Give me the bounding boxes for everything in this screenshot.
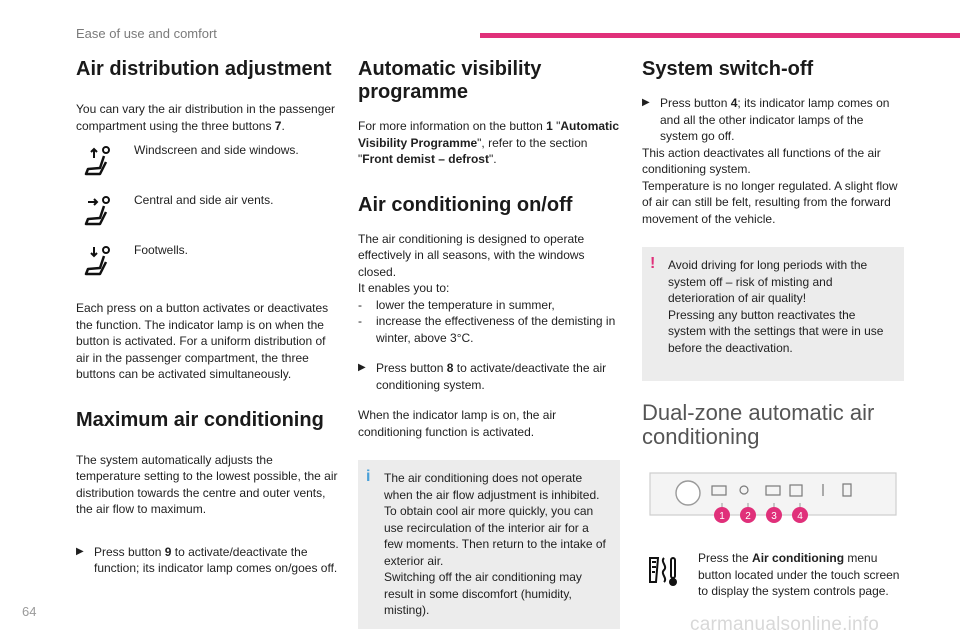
heading-automatic-visibility: Automatic visibility programme [358,58,542,103]
panel-callout [740,507,756,523]
column-air-distribution [76,58,338,577]
panel-callout [766,507,782,523]
distribution-item-vents [76,192,338,242]
column-switch-off-dual-zone [642,58,904,600]
distribution-item-footwells [76,242,338,292]
info-icon: i [366,468,371,485]
air-conditioning-menu-instruction: Press the Air conditioning menu button located under the touch screen to display the system controls page. [642,550,904,600]
switch-off-step: ▶ Press button 4; its indicator lamp comes on and all the other indicator lamps of the system go off. [642,96,890,143]
heading-ac-on-off: Air conditioning on/off [358,193,573,216]
ac-step: ▶ Press button 8 to activate/deactivate the air conditioning system. [358,361,607,392]
svg-text:3: 3 [771,511,777,522]
panel-callout [714,507,730,523]
header-accent-bar [480,33,960,38]
vents-distribution-icon [82,194,122,234]
distribution-label: Footwells. [134,243,189,257]
air-conditioning-menu-icon [642,552,682,592]
air-distribution-body: Each press on a button activates or deactivates the function. The indicator lamp is on when the button is activated. For a uniform distribution of air in the passenger compartment, the three buttons can be activated simultaneously. [76,301,329,381]
climate-control-panel-illustration [642,469,904,531]
ac-enables: It enables you to: [358,281,450,295]
site-watermark: carmanualsonline.info [690,614,880,635]
windscreen-distribution-icon [82,144,122,184]
info-note: i The air conditioning does not operate when the air flow adjustment is inhibited. To obtain cool air more quickly, you can use recirculation of the interior air for a few moments. Then return to the intake of exterior air. Switching off the air conditioning may result in some discomfort (humidity, misting). [358,460,620,629]
switch-off-body: This action deactivates all functions of the air conditioning system. Temperature is no longer regulated. A slight flow of air can still be felt, resulting from the forward movement of the vehicle. [642,145,898,226]
heading-maximum-ac: Maximum air conditioning [76,408,324,431]
panel-callout [792,507,808,523]
heading-air-distribution: Air distribution adjustment [76,58,332,80]
svg-text:1: 1 [719,511,725,522]
column-visibility-ac [358,58,620,629]
heading-system-switch-off: System switch-off [642,58,814,80]
svg-text:2: 2 [745,511,751,522]
warning-note: ! Avoid driving for long periods with the system off – risk of misting and deterioration of air quality! Pressing any button reactivates the system with the settings that were in use before the deactivation. [642,247,904,381]
ac-body: The air conditioning is designed to operate effectively in all seasons, with the windows closed. [358,231,585,279]
footwells-distribution-icon [82,244,122,284]
air-distribution-intro: You can vary the air distribution in the passenger compartment using the three buttons 7. [76,102,336,133]
distribution-label: Windscreen and side windows. [134,143,299,157]
warning-icon: ! [650,255,656,272]
step-arrow-icon: ▶ [358,362,366,373]
maximum-ac-step: ▶ Press button 9 to activate/deactivate the function; its indicator lamp comes on/goes off. [76,544,338,575]
svg-text:4: 4 [797,511,803,522]
heading-dual-zone: Dual-zone automatic air conditioning [642,400,875,449]
distribution-item-windscreen [76,142,338,192]
ac-dash-item: - lower the temperature in summer, [358,297,555,312]
distribution-label: Central and side air vents. [134,193,274,207]
page-number: 64 [22,604,37,619]
ac-lamp-text: When the indicator lamp is on, the air conditioning function is activated. [358,408,557,439]
ac-dash-item: - increase the effectiveness of the demisting in winter, above 3°C. [358,314,616,345]
step-arrow-icon: ▶ [76,545,84,557]
step-arrow-icon: ▶ [642,97,650,108]
maximum-ac-body: The system automatically adjusts the temperature setting to the lowest possible, the air distribution towards the centre and outer vents, the air flow to maximum. [76,452,338,516]
header-section-label: Ease of use and comfort [76,26,217,41]
automatic-visibility-body: For more information on the button 1 "Automatic Visibility Programme", refer to the section "Front demist – defrost". [358,119,620,166]
